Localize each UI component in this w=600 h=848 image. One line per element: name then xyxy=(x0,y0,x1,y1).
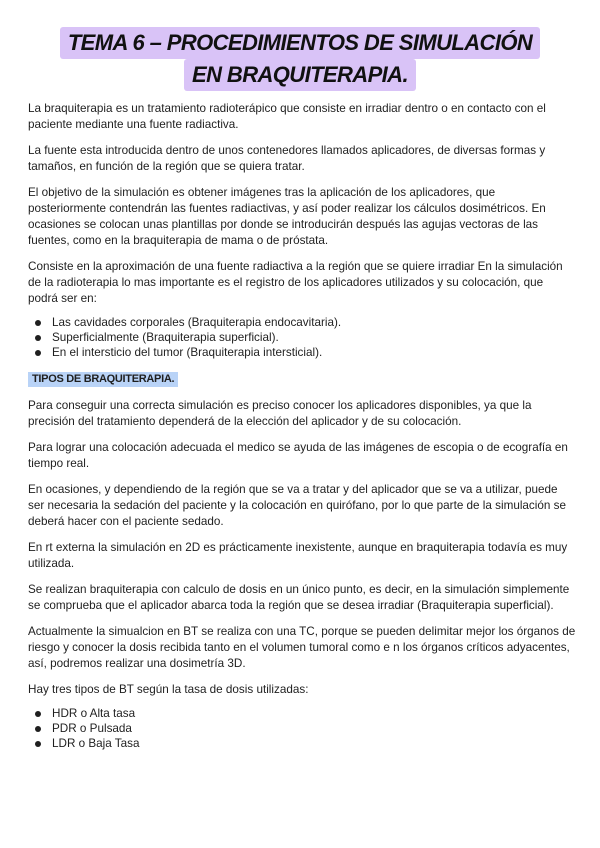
paragraph: En ocasiones, y dependiendo de la región que se va a tratar y del aplicador que se va a utilizar, puede ser necesaria la sedación del paciente y la colocación en quirófano, por lo que parte de la simulación se deberá hacer con el paciente sedado. xyxy=(28,483,566,528)
list-item: PDR o Pulsada xyxy=(28,721,576,736)
bullet-list-locations xyxy=(28,315,576,360)
list-item: LDR o Baja Tasa xyxy=(28,736,576,751)
list-item: En el intersticio del tumor (Braquiterapia intersticial). xyxy=(28,345,576,360)
list-item: Superficialmente (Braquiterapia superficial). xyxy=(28,330,576,345)
paragraph: En rt externa la simulación en 2D es prácticamente inexistente, aunque en braquiterapia todavía es muy utilizada. xyxy=(28,541,568,570)
paragraph: Se realizan braquiterapia con calculo de dosis en un único punto, es decir, en la simulación simplemente se comprueba que el aplicador abarca toda la región que se desea irradiar (Braquiterapia superficial). xyxy=(28,583,570,612)
list-item: HDR o Alta tasa xyxy=(28,706,576,721)
paragraph: La fuente esta introducida dentro de unos contenedores llamados aplicadores, de diversas formas y tamaños, en función de la región que se quiera tratar. xyxy=(28,144,546,173)
paragraph: Para conseguir una correcta simulación es preciso conocer los aplicadores disponibles, ya que la precisión del tratamiento dependerá de la elección del aplicador y de su colocación. xyxy=(28,399,532,428)
paragraph: Para lograr una colocación adecuada el medico se ayuda de las imágenes de escopia o de ecografía en tiempo real. xyxy=(28,441,568,470)
page-title xyxy=(0,27,600,91)
paragraph: Consiste en la aproximación de una fuente radiactiva a la región que se quiere irradiar En la simulación de la radioterapia lo mas importante es el registro de los aplicadores utilizados y su colocación, que podrá ser en: xyxy=(28,260,563,305)
list-item: Las cavidades corporales (Braquiterapia endocavitaria). xyxy=(28,315,576,330)
title-line-1: TEMA 6 – PROCEDIMIENTOS DE SIMULACIÓN xyxy=(60,27,540,59)
title-line-2: EN BRAQUITERAPIA. xyxy=(184,59,416,91)
paragraph: La braquiterapia es un tratamiento radioterápico que consiste en irradiar dentro o en contacto con el paciente mediante una fuente radiactiva. xyxy=(28,102,546,131)
document-body xyxy=(28,101,576,762)
paragraph: Hay tres tipos de BT según la tasa de dosis utilizadas: xyxy=(28,683,309,696)
bullet-list-dose-rates xyxy=(28,706,576,751)
paragraph: El objetivo de la simulación es obtener imágenes tras la aplicación de los aplicadores, que posteriormente contendrán las fuentes radiactivas, y así poder realizar los cálculos dosimétricos. En ocasiones se colocan unas plantillas por donde se introducirán después las agujas vectoras de las fuentes, como en la braquiterapia de mama o de próstata. xyxy=(28,186,546,247)
paragraph: Actualmente la simualcion en BT se realiza con una TC, porque se pueden delimitar mejor los órganos de riesgo y conocer la dosis recibida tanto en el volumen tumoral como e n los órganos críticos adyacentes, así, podremos realizar una dosimetría 3D. xyxy=(28,625,576,670)
section-heading: TIPOS DE BRAQUITERAPIA. xyxy=(28,372,178,387)
